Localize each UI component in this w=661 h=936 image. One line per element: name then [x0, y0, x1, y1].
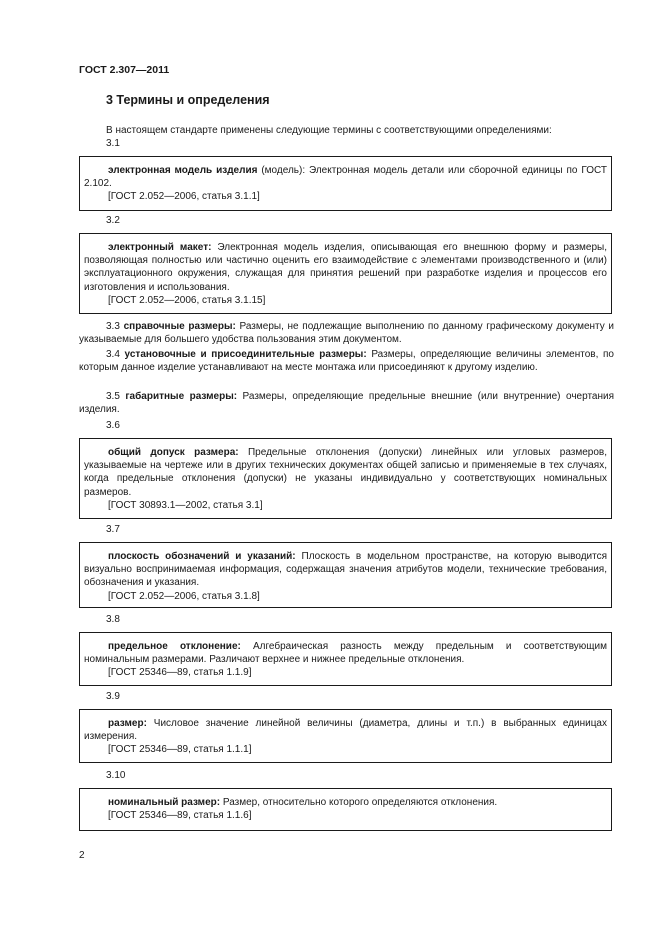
definition-paragraph — [79, 348, 614, 374]
document-code: ГОСТ 2.307—2011 — [79, 64, 170, 76]
definition: Размеры, определяющие предельные внешние (или внутренние) очертания изделия. — [79, 391, 614, 416]
definition-box — [79, 542, 612, 608]
definition: Размеры, не подлежащие выполнению по данному графическому документу и указываемые для большего удобства пользования этим документом. — [79, 321, 615, 346]
definition: Плоскость в модельном пространстве, на которую выводится визуально воспринимаемая информация, содержащая значения атрибутов модели, технические требования, обозначения и указания. — [84, 551, 608, 589]
definition-paragraph — [79, 320, 614, 346]
definition: Числовое значение линейной величины (диаметра, длины и т.п.) в выбранных единицах измерения. — [84, 718, 607, 743]
section-title: 3 Термины и определения — [106, 93, 270, 107]
entry-number: 3.8 — [106, 614, 120, 625]
definition: Предельные отклонения (допуски) линейных или угловых размеров, указываемые на чертеже или в других технических документах общей записью и применяемые в тех случаях, когда предельные отклонения (допуски) не указаны индивидуально у соответствующих номинальных размеров. — [84, 447, 607, 498]
term: размер: — [108, 718, 147, 729]
definition: Алгебраическая разность между предельным и соответствующим номинальным размерами. Различают верхнее и нижнее предельные отклонения. — [84, 641, 607, 666]
source-reference: [ГОСТ 25346—89, статья 1.1.6] — [108, 810, 252, 822]
definition: Размеры, определяющие величины элементов, по которым данное изделие устанавливают на месте монтажа или присоединяют к другому изделию. — [79, 349, 614, 374]
entry-number: 3.10 — [106, 770, 126, 781]
entry-number: 3.9 — [106, 691, 120, 702]
term: установочные и присоединительные размеры: — [124, 349, 367, 360]
source-reference: [ГОСТ 25346—89, статья 1.1.9] — [108, 667, 252, 679]
definition: (модель): Электронная модель детали или сборочной единицы по ГОСТ 2.102. — [84, 165, 607, 190]
definition-box — [79, 438, 612, 519]
entry-number: 3.4 — [106, 349, 120, 360]
entry-number: 3.1 — [106, 138, 120, 149]
term: габаритные размеры: — [125, 391, 238, 402]
definition-box — [79, 632, 612, 686]
definition-box — [79, 788, 612, 831]
term: общий допуск размера: — [108, 447, 239, 458]
definition: Электронная модель изделия, описывающая его внешнюю форму и размеры, позволяющая полностью или частично оценить его взаимодействие с элементами производственного и (или) эксплуатационного окружения, служащая для принятия решений при разработке изделия и процессов его изготовления и использования. — [84, 242, 607, 293]
entry-number: 3.5 — [106, 391, 120, 402]
source-reference: [ГОСТ 2.052—2006, статья 3.1.1] — [108, 191, 260, 203]
term: предельное отклонение: — [108, 641, 241, 652]
definition-paragraph — [79, 390, 614, 416]
term: номинальный размер: — [108, 797, 221, 808]
definition-box — [79, 709, 612, 763]
definition-box — [79, 233, 612, 314]
source-reference: [ГОСТ 2.052—2006, статья 3.1.8] — [108, 590, 260, 602]
page-number: 2 — [79, 850, 85, 861]
source-reference: [ГОСТ 30893.1—2002, статья 3.1] — [108, 499, 263, 511]
term: электронный макет: — [108, 242, 212, 253]
entry-number: 3.3 — [106, 321, 120, 332]
entry-number: 3.6 — [106, 420, 120, 431]
term: справочные размеры: — [123, 321, 236, 332]
definition-box — [79, 156, 612, 211]
entry-number: 3.2 — [106, 215, 120, 226]
term: электронная модель изделия — [108, 165, 258, 176]
intro-text: В настоящем стандарте применены следующие термины с соответствующими определениями: — [106, 125, 552, 136]
definition: Размер, относительно которого определяются отклонения. — [220, 797, 498, 808]
source-reference: [ГОСТ 2.052—2006, статья 3.1.15] — [108, 294, 266, 306]
source-reference: [ГОСТ 25346—89, статья 1.1.1] — [108, 744, 252, 756]
term: плоскость обозначений и указаний: — [108, 551, 296, 562]
entry-number: 3.7 — [106, 524, 120, 535]
